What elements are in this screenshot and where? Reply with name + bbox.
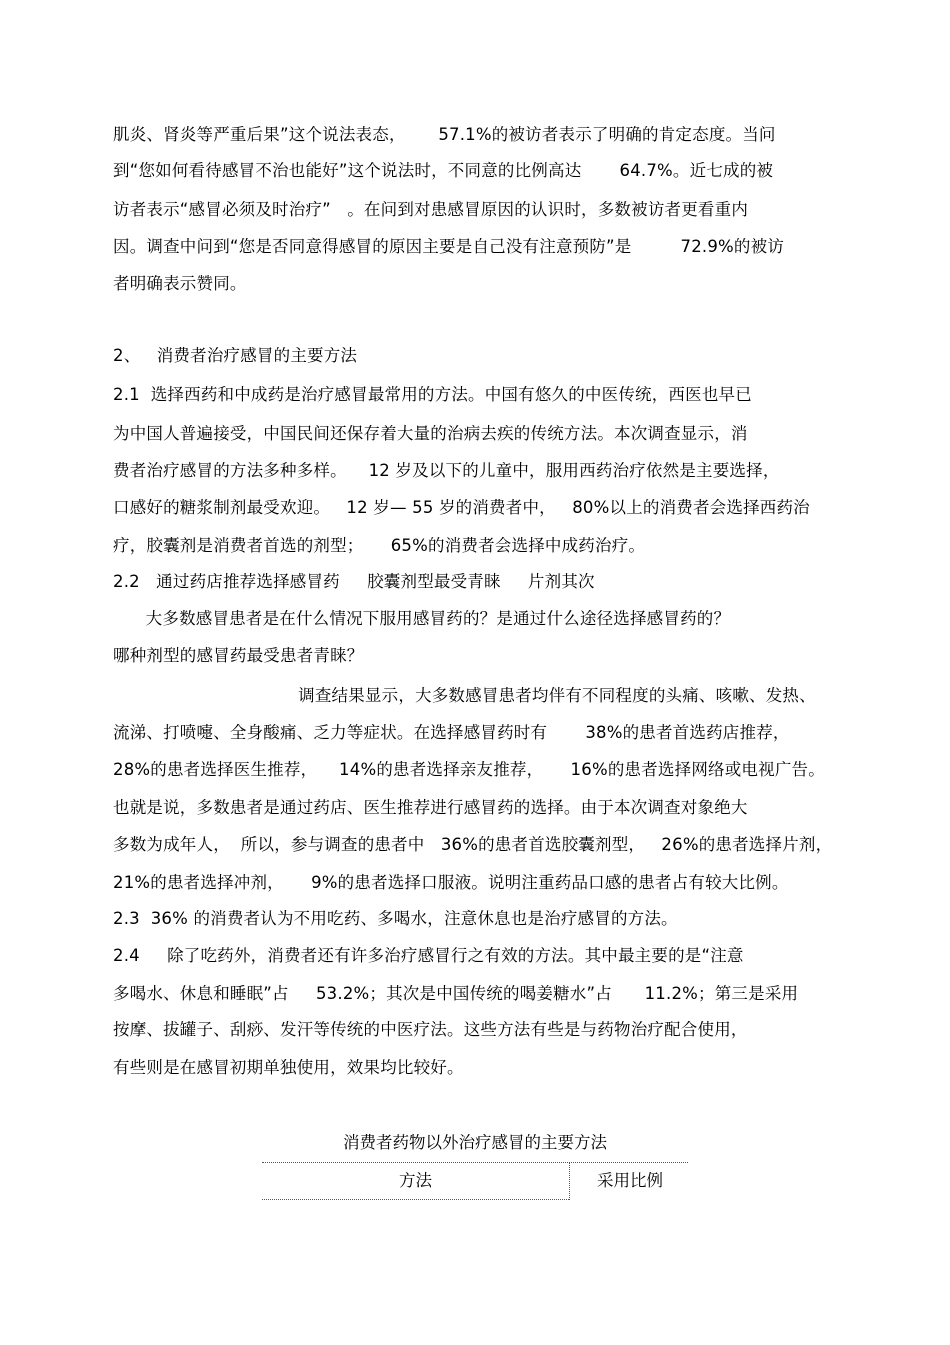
text-line: 21%的患者选择冲剂， 9%的患者选择口服液。说明注重药品口感的患者占有较大比例。 — [113, 873, 789, 892]
table-title: 消费者药物以外治疗感冒的主要方法 — [343, 1133, 607, 1152]
table-column-divider — [569, 1162, 570, 1200]
text-line: 大多数感冒患者是在什么情况下服用感冒药的？是通过什么途径选择感冒药的？ — [113, 609, 731, 628]
text-line: 也就是说，多数患者是通过药店、医生推荐进行感冒药的选择。由于本次调查对象绝大 — [113, 798, 748, 817]
text-line: 疗，胶囊剂是消费者首选的剂型； 65%的消费者会选择中成药治疗。 — [113, 536, 646, 555]
text-line: 费者治疗感冒的方法多种多样。 12 岁及以下的儿童中，服用西药治疗依然是主要选择， — [113, 461, 780, 480]
table-header-ratio: 采用比例 — [597, 1171, 663, 1190]
text-line: 调查结果显示，大多数感冒患者均伴有不同程度的头痛、咳嗽、发热、 — [113, 686, 816, 705]
text-line: 者明确表示赞同。 — [113, 274, 247, 293]
text-line: 哪种剂型的感冒药最受患者青睐？ — [113, 646, 364, 665]
subsection-heading: 2.3 36% 的消费者认为不用吃药、多喝水，注意休息也是治疗感冒的方法。 — [113, 909, 678, 928]
text-line: 多数为成年人， 所以，参与调查的患者中 36%的患者首选胶囊剂型， 26%的患者选择片剂， — [113, 835, 833, 854]
text-line: 访者表示“感冒必须及时治疗” 。在问到对患感冒原因的认识时，多数被访者更看重内 — [113, 200, 749, 219]
subsection-heading: 2.4 除了吃药外，消费者还有许多治疗感冒行之有效的方法。其中最主要的是“注意 — [113, 946, 744, 965]
text-line: 按摩、拔罐子、刮痧、发汗等传统的中医疗法。这些方法有些是与药物治疗配合使用， — [113, 1020, 748, 1039]
section-heading: 2、 消费者治疗感冒的主要方法 — [113, 346, 358, 365]
text-line: 口感好的糖浆制剂最受欢迎。 12 岁— 55 岁的消费者中， 80%以上的消费者会选择西药治 — [113, 498, 810, 517]
text-line: 2.1 选择西药和中成药是治疗感冒最常用的方法。中国有悠久的中医传统，西医也早已 — [113, 385, 752, 404]
text-line: 有些则是在感冒初期单独使用，效果均比较好。 — [113, 1058, 464, 1077]
table-header-rule — [262, 1199, 569, 1200]
subsection-heading: 2.2 通过药店推荐选择感冒药 胶囊剂型最受青睐 片剂其次 — [113, 572, 595, 591]
text-line: 多喝水、休息和睡眠”占 53.2%；其次是中国传统的喝姜糖水”占 11.2%；第三是采用 — [113, 984, 799, 1003]
text-line: 因。调查中问到“您是否同意得感冒的原因主要是自己没有注意预防”是 72.9%的被访 — [113, 237, 785, 256]
table-header-method: 方法 — [399, 1171, 432, 1190]
text-line: 流涕、打喷嚏、全身酸痛、乏力等症状。在选择感冒药时有 38%的患者首选药店推荐， — [113, 723, 790, 742]
table-top-rule — [262, 1162, 688, 1163]
text-line: 28%的患者选择医生推荐， 14%的患者选择亲友推荐， 16%的患者选择网络或电视广告。 — [113, 760, 825, 779]
text-line: 为中国人普遍接受，中国民间还保存着大量的治病去疾的传统方法。本次调查显示，消 — [113, 424, 748, 443]
text-line: 肌炎、肾炎等严重后果”这个说法表态， 57.1%的被访者表示了明确的肯定态度。当问 — [113, 125, 776, 144]
text-line: 到“您如何看待感冒不治也能好”这个说法时，不同意的比例高达 64.7%。近七成的被 — [113, 161, 774, 180]
